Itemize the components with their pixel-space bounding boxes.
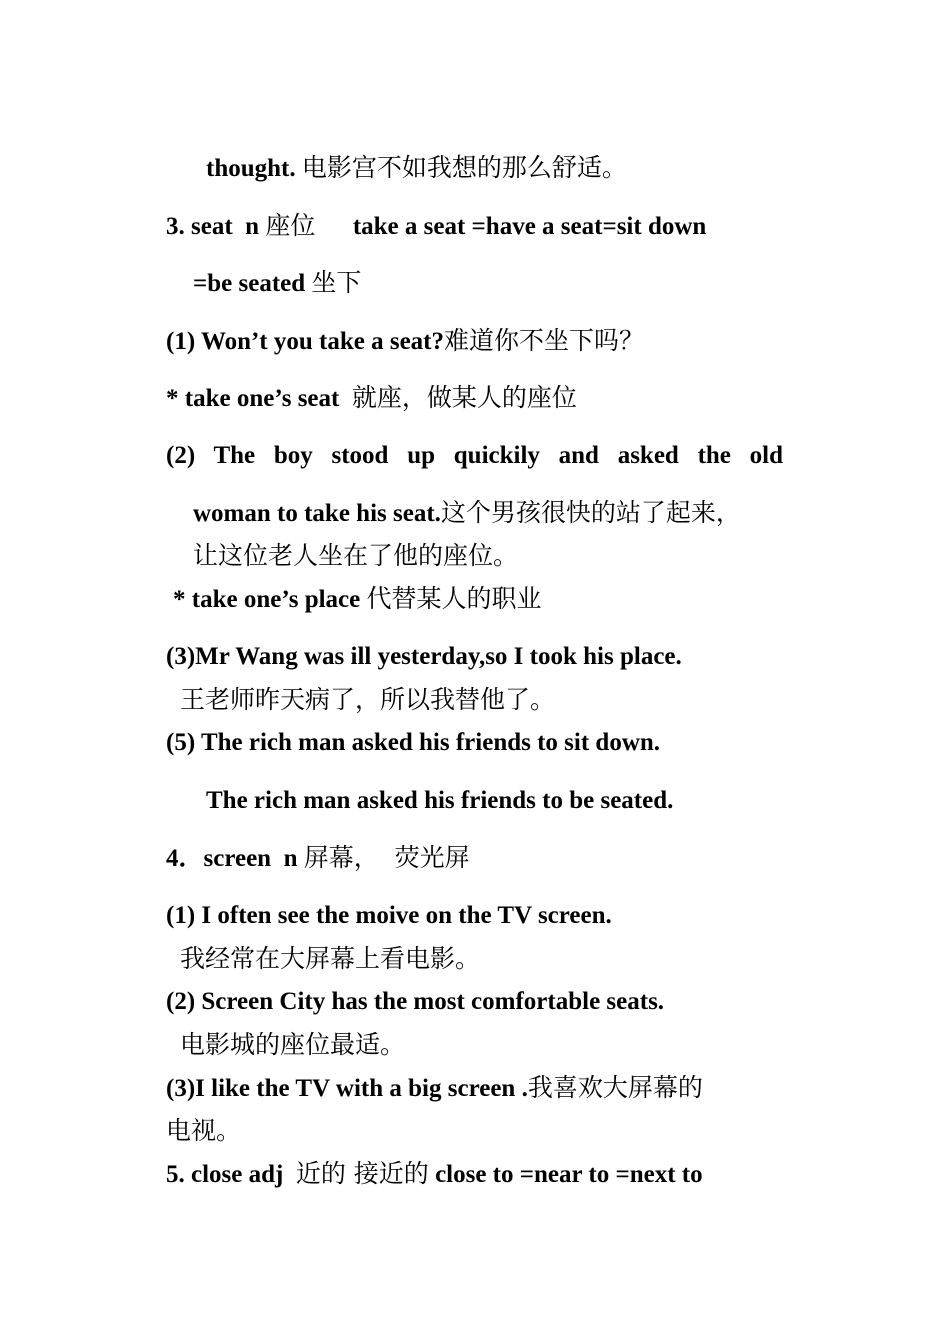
line-9-en: * take one’s place: [173, 586, 367, 613]
line-14-cn: 屏幕， 荧光屏: [303, 843, 470, 872]
text-line-1: [206, 153, 627, 184]
line-20-cn: 电视。: [166, 1116, 242, 1145]
line-5-cn: 就座，做某人的座位: [351, 383, 577, 412]
line-2-en: 3. seat n: [166, 213, 266, 240]
line-8-cn: 让这位老人坐在了他的座位。: [193, 541, 519, 570]
line-19-cn: 我喜欢大屏幕的: [527, 1073, 703, 1102]
text-line-17: [166, 987, 664, 1017]
text-line-19: [166, 1073, 703, 1104]
line-15-en: (1) I often see the moive on the TV screen.: [166, 902, 612, 929]
line-21-en2: close to =near to =next to: [428, 1161, 703, 1188]
text-line-8: [193, 541, 518, 572]
line-2-en2: take a seat =have a seat=sit down: [315, 213, 707, 240]
line-3-cn: 坐下: [311, 268, 362, 297]
text-line-2: [166, 211, 706, 242]
line-21-en: 5. close adj: [166, 1161, 296, 1188]
line-17-en: (2) Screen City has the most comfortable seats.: [166, 988, 665, 1015]
line-6-en: (2) The boy stood up quickily and asked the old: [166, 442, 783, 469]
line-18-cn: 电影城的座位最适。: [180, 1030, 406, 1059]
line-12-en: (5) The rich man asked his friends to sit down.: [166, 729, 661, 756]
text-line-5: [166, 383, 577, 414]
text-line-4: [166, 326, 644, 357]
line-9-cn: 代替某人的职业: [366, 584, 542, 613]
line-1-en: thought.: [206, 155, 302, 182]
text-line-9: [173, 584, 542, 615]
line-5-en: * take one’s seat: [166, 385, 352, 412]
text-line-7: [193, 498, 741, 529]
line-21-cn: 近的 接近的: [295, 1159, 429, 1188]
text-line-6: [166, 441, 783, 471]
text-line-20: [166, 1116, 241, 1147]
line-1-cn: 电影宫不如我想的那么舒适。: [301, 153, 627, 182]
text-line-16: [180, 944, 480, 975]
line-3-en: =be seated: [193, 270, 312, 297]
text-line-10: [166, 642, 682, 672]
text-line-18: [180, 1030, 405, 1061]
line-11-cn: 王老师昨天病了，所以我替他了。: [180, 685, 556, 714]
text-line-13: [206, 786, 673, 816]
line-19-en: (3)I like the TV with a big screen .: [166, 1075, 528, 1102]
line-14-en: 4．screen n: [166, 845, 304, 872]
line-2-cn: 座位: [265, 211, 316, 240]
line-16-cn: 我经常在大屏幕上看电影。: [180, 944, 481, 973]
line-10-en: (3)Mr Wang was ill yesterday,so I took his place.: [166, 643, 682, 670]
line-7-cn: 这个男孩很快的站了起来，: [440, 498, 741, 527]
text-line-11: [180, 685, 555, 716]
line-4-en: (1) Won’t you take a seat?: [166, 328, 445, 355]
text-line-14: [166, 843, 470, 874]
line-7-en: woman to take his seat.: [193, 500, 441, 527]
line-4-cn: 难道你不坐下吗？: [444, 326, 645, 355]
text-line-3: [193, 268, 361, 299]
line-13-en: The rich man asked his friends to be seated.: [206, 787, 674, 814]
text-line-15: [166, 901, 612, 931]
text-line-21: [166, 1159, 703, 1190]
text-line-12: [166, 728, 660, 758]
